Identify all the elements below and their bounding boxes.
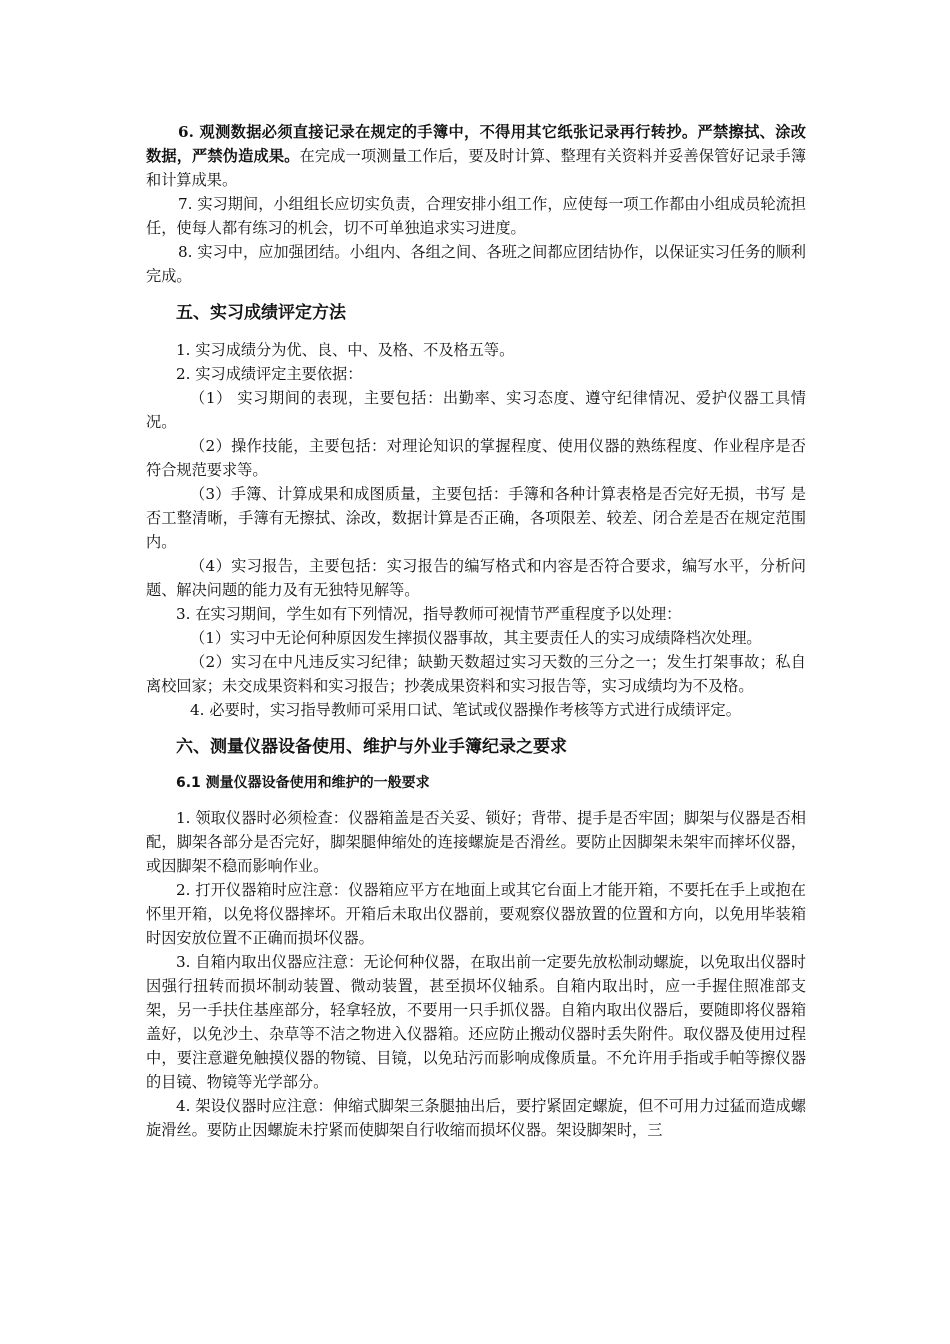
grading-item-2: 2. 实习成绩评定主要依据： <box>176 365 363 383</box>
grading-item-2-1: （1） 实习期间的表现，主要包括：出勤率、实习态度、遵守纪律情况、爱护仪器工具情况。 <box>146 389 806 431</box>
grading-item-3: 3. 在实习期间，学生如有下列情况，指导教师可视情节严重程度予以处理： <box>176 605 682 623</box>
grading-item-2-4: （4）实习报告，主要包括：实习报告的编写格式和内容是否符合要求，编写水平，分析问题、解决问题的能力及有无独特见解等。 <box>146 557 806 599</box>
instrument-item-2: 2. 打开仪器箱时应注意：仪器箱应平方在地面上或其它台面上才能开箱，不要托在手上或抱在怀里开箱，以免将仪器摔坏。开箱后未取出仪器前，要观察仪器放置的位置和方向，以免用毕装箱时因安放位置不正确而损坏仪器。 <box>146 881 806 947</box>
paragraph-item-7: 7. 实习期间，小组组长应切实负责，合理安排小组工作，应使每一项工作都由小组成员轮流担任，使每人都有练习的机会，切不可单独追求实习进度。 <box>146 195 806 237</box>
grading-item-3-2: （2）实习在中凡违反实习纪律；缺勤天数超过实习天数的三分之一；发生打架事故；私自离校回家；未交成果资料和实习报告；抄袭成果资料和实习报告等，实习成绩均为不及格。 <box>146 653 806 695</box>
section-5-heading: 五、实习成绩评定方法 <box>176 303 346 323</box>
document-page <box>146 120 806 1142</box>
grading-item-2-2: （2）操作技能，主要包括：对理论知识的掌握程度、使用仪器的熟练程度、作业程序是否符合规范要求等。 <box>146 437 806 479</box>
item-6-bold-text: 6. 观测数据必须直接记录在规定的手簿中，不得用其它纸张记录再行转抄。严禁擦拭、涂改数据，严禁伪造成果。 <box>146 123 806 165</box>
paragraph-item-6 <box>146 120 806 192</box>
grading-item-3-1: （1）实习中无论何种原因发生摔损仪器事故，其主要责任人的实习成绩降档次处理。 <box>190 629 762 647</box>
grading-item-2-3: （3）手簿、计算成果和成图质量，主要包括：手簿和各种计算表格是否完好无损，书写 是否工整清晰，手簿有无擦拭、涂改，数据计算是否正确，各项限差、较差、闭合差是否在规定范围内。 <box>146 485 806 551</box>
paragraph-item-8: 8. 实习中，应加强团结。小组内、各组之间、各班之间都应团结协作，以保证实习任务的顺利完成。 <box>146 243 806 285</box>
grading-item-4: 4. 必要时，实习指导教师可采用口试、笔试或仪器操作考核等方式进行成绩评定。 <box>190 701 741 719</box>
section-6-1-subheading: 6.1 测量仪器设备使用和维护的一般要求 <box>176 775 430 791</box>
instrument-item-4: 4. 架设仪器时应注意：伸缩式脚架三条腿抽出后，要拧紧固定螺旋，但不可用力过猛而造成螺旋滑丝。要防止因螺旋未拧紧而使脚架自行收缩而损坏仪器。架设脚架时，三 <box>146 1097 806 1139</box>
section-6-heading: 六、测量仪器设备使用、维护与外业手簿纪录之要求 <box>176 737 567 757</box>
item-6-text: 在完成一项测量工作后，要及时计算、整理有关资料并妥善保管好记录手簿和计算成果。 <box>146 147 807 189</box>
grading-item-1: 1. 实习成绩分为优、良、中、及格、不及格五等。 <box>176 341 515 359</box>
instrument-item-1: 1. 领取仪器时必须检查：仪器箱盖是否关妥、锁好；背带、提手是否牢固；脚架与仪器是否相配，脚架各部分是否完好，脚架腿伸缩处的连接螺旋是否滑丝。要防止因脚架未架牢而摔坏仪器，或因脚架不稳而影响作业。 <box>146 809 806 875</box>
instrument-item-3: 3. 自箱内取出仪器应注意：无论何种仪器，在取出前一定要先放松制动螺旋，以免取出仪器时因强行扭转而损坏制动装置、微动装置，甚至损坏仪轴系。自箱内取出时，应一手握住照准部支架，另一手扶住基座部分，轻拿轻放，不要用一只手抓仪器。自箱内取出仪器后，要随即将仪器箱盖好，以免沙土、杂草等不洁之物进入仪器箱。还应防止搬动仪器时丢失附件。取仪器及使用过程中，要注意避免触摸仪器的物镜、目镜，以免玷污而影响成像质量。不允许用手指或手帕等擦仪器的目镜、物镜等光学部分。 <box>146 953 806 1091</box>
